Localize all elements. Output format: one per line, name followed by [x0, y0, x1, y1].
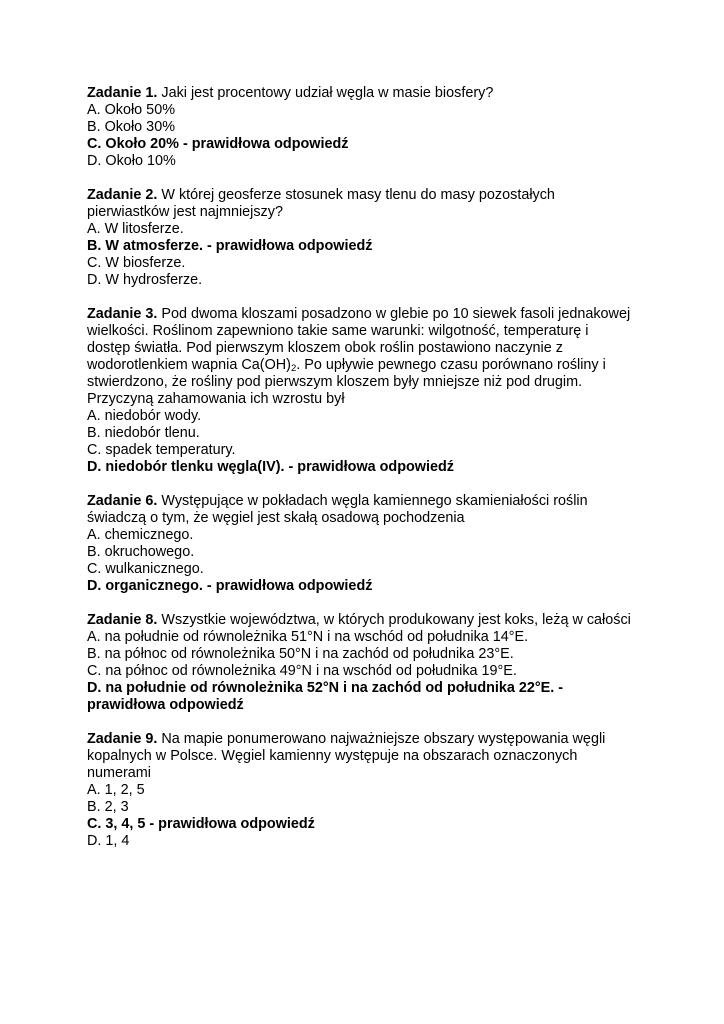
answer-b: B. niedobór tlenu. — [87, 425, 200, 441]
question-text: Pod dwoma kloszami posadzono w glebie po 10 siewek fasoli jednakowej — [161, 306, 631, 322]
answer-c: C. na północ od równoleżnika 49°N i na wschód od południka 19°E. — [87, 663, 517, 679]
question-text: wodorotlenkiem wapnia Ca(OH) — [87, 357, 291, 373]
subscript: 2 — [290, 363, 297, 374]
task-6 — [87, 493, 647, 595]
question-line — [87, 306, 647, 323]
answer-b: B. na północ od równoleżnika 50°N i na zachód od południka 23°E. — [87, 646, 514, 662]
answer-b-correct: B. W atmosferze. - prawidłowa odpowiedź — [87, 238, 373, 254]
answer-a: A. na południe od równoleżnika 51°N i na wschód od południka 14°E. — [87, 629, 529, 645]
answer-c-correct: C. 3, 4, 5 - prawidłowa odpowiedź — [87, 816, 315, 832]
question-text: Występujące w pokładach węgla kamiennego skamieniałości roślin — [161, 493, 588, 509]
answer-c: C. spadek temperatury. — [87, 442, 236, 458]
question-text: wielkości. Roślinom zapewniono takie same warunki: wilgotność, temperaturę i — [87, 323, 589, 339]
question-line — [87, 493, 647, 510]
answer-b: B. Około 30% — [87, 119, 175, 135]
question-text: . Po upływie pewnego czasu porównano rośliny i — [296, 357, 606, 373]
answer-d: D. 1, 4 — [87, 833, 130, 849]
answer-b: B. 2, 3 — [87, 799, 129, 815]
answer-a: A. niedobór wody. — [87, 408, 202, 424]
question-line — [87, 85, 647, 102]
task-1 — [87, 85, 647, 170]
question-text: pierwiastków jest najmniejszy? — [87, 204, 283, 220]
task-8 — [87, 612, 647, 714]
task-label: Zadanie 1. — [87, 85, 158, 101]
task-2 — [87, 187, 647, 289]
task-label: Zadanie 6. — [87, 493, 158, 509]
answer-a: A. W litosferze. — [87, 221, 184, 237]
task-label: Zadanie 3. — [87, 306, 158, 322]
answer-a: A. chemicznego. — [87, 527, 194, 543]
answer-c: C. W biosferze. — [87, 255, 186, 271]
answer-d: D. W hydrosferze. — [87, 272, 203, 288]
task-label: Zadanie 8. — [87, 612, 158, 628]
answer-c: C. wulkanicznego. — [87, 561, 204, 577]
question-text: Wszystkie województwa, w których produkowany jest koks, leżą w całości — [161, 612, 631, 628]
question-line — [87, 357, 647, 374]
task-9 — [87, 731, 647, 850]
question-text: W której geosferze stosunek masy tlenu do masy pozostałych — [161, 187, 555, 203]
answer-d-correct: D. niedobór tlenku węgla(IV). - prawidłowa odpowiedź — [87, 459, 454, 475]
answer-d-correct: D. na południe od równoleżnika 52°N i na zachód od południka 22°E. - — [87, 680, 564, 696]
answer-b: B. okruchowego. — [87, 544, 195, 560]
question-text: Na mapie ponumerowano najważniejsze obszary występowania węgli — [161, 731, 606, 747]
question-text: stwierdzono, że rośliny pod pierwszym kloszem były mniejsze niż pod drugim. — [87, 374, 583, 390]
question-text: Jaki jest procentowy udział węgla w masie biosfery? — [161, 85, 494, 101]
question-text: numerami — [87, 765, 151, 781]
document-content — [87, 85, 647, 867]
question-text: Przyczyną zahamowania ich wzrostu był — [87, 391, 345, 407]
question-line — [87, 612, 647, 629]
answer-c-correct: C. Około 20% - prawidłowa odpowiedź — [87, 136, 349, 152]
task-label: Zadanie 9. — [87, 731, 158, 747]
answer-d-correct: D. organicznego. - prawidłowa odpowiedź — [87, 578, 373, 594]
answer-d-correct-continued: prawidłowa odpowiedź — [87, 697, 244, 713]
answer-a: A. 1, 2, 5 — [87, 782, 145, 798]
task-label: Zadanie 2. — [87, 187, 158, 203]
question-line — [87, 731, 647, 748]
question-line — [87, 187, 647, 204]
task-3 — [87, 306, 647, 476]
answer-a: A. Około 50% — [87, 102, 175, 118]
question-text: świadczą o tym, że węgiel jest skałą osadową pochodzenia — [87, 510, 465, 526]
question-text: dostęp światła. Pod pierwszym kloszem obok roślin postawiono naczynie z — [87, 340, 563, 356]
question-text: kopalnych w Polsce. Węgiel kamienny występuje na obszarach oznaczonych — [87, 748, 578, 764]
answer-d: D. Około 10% — [87, 153, 176, 169]
